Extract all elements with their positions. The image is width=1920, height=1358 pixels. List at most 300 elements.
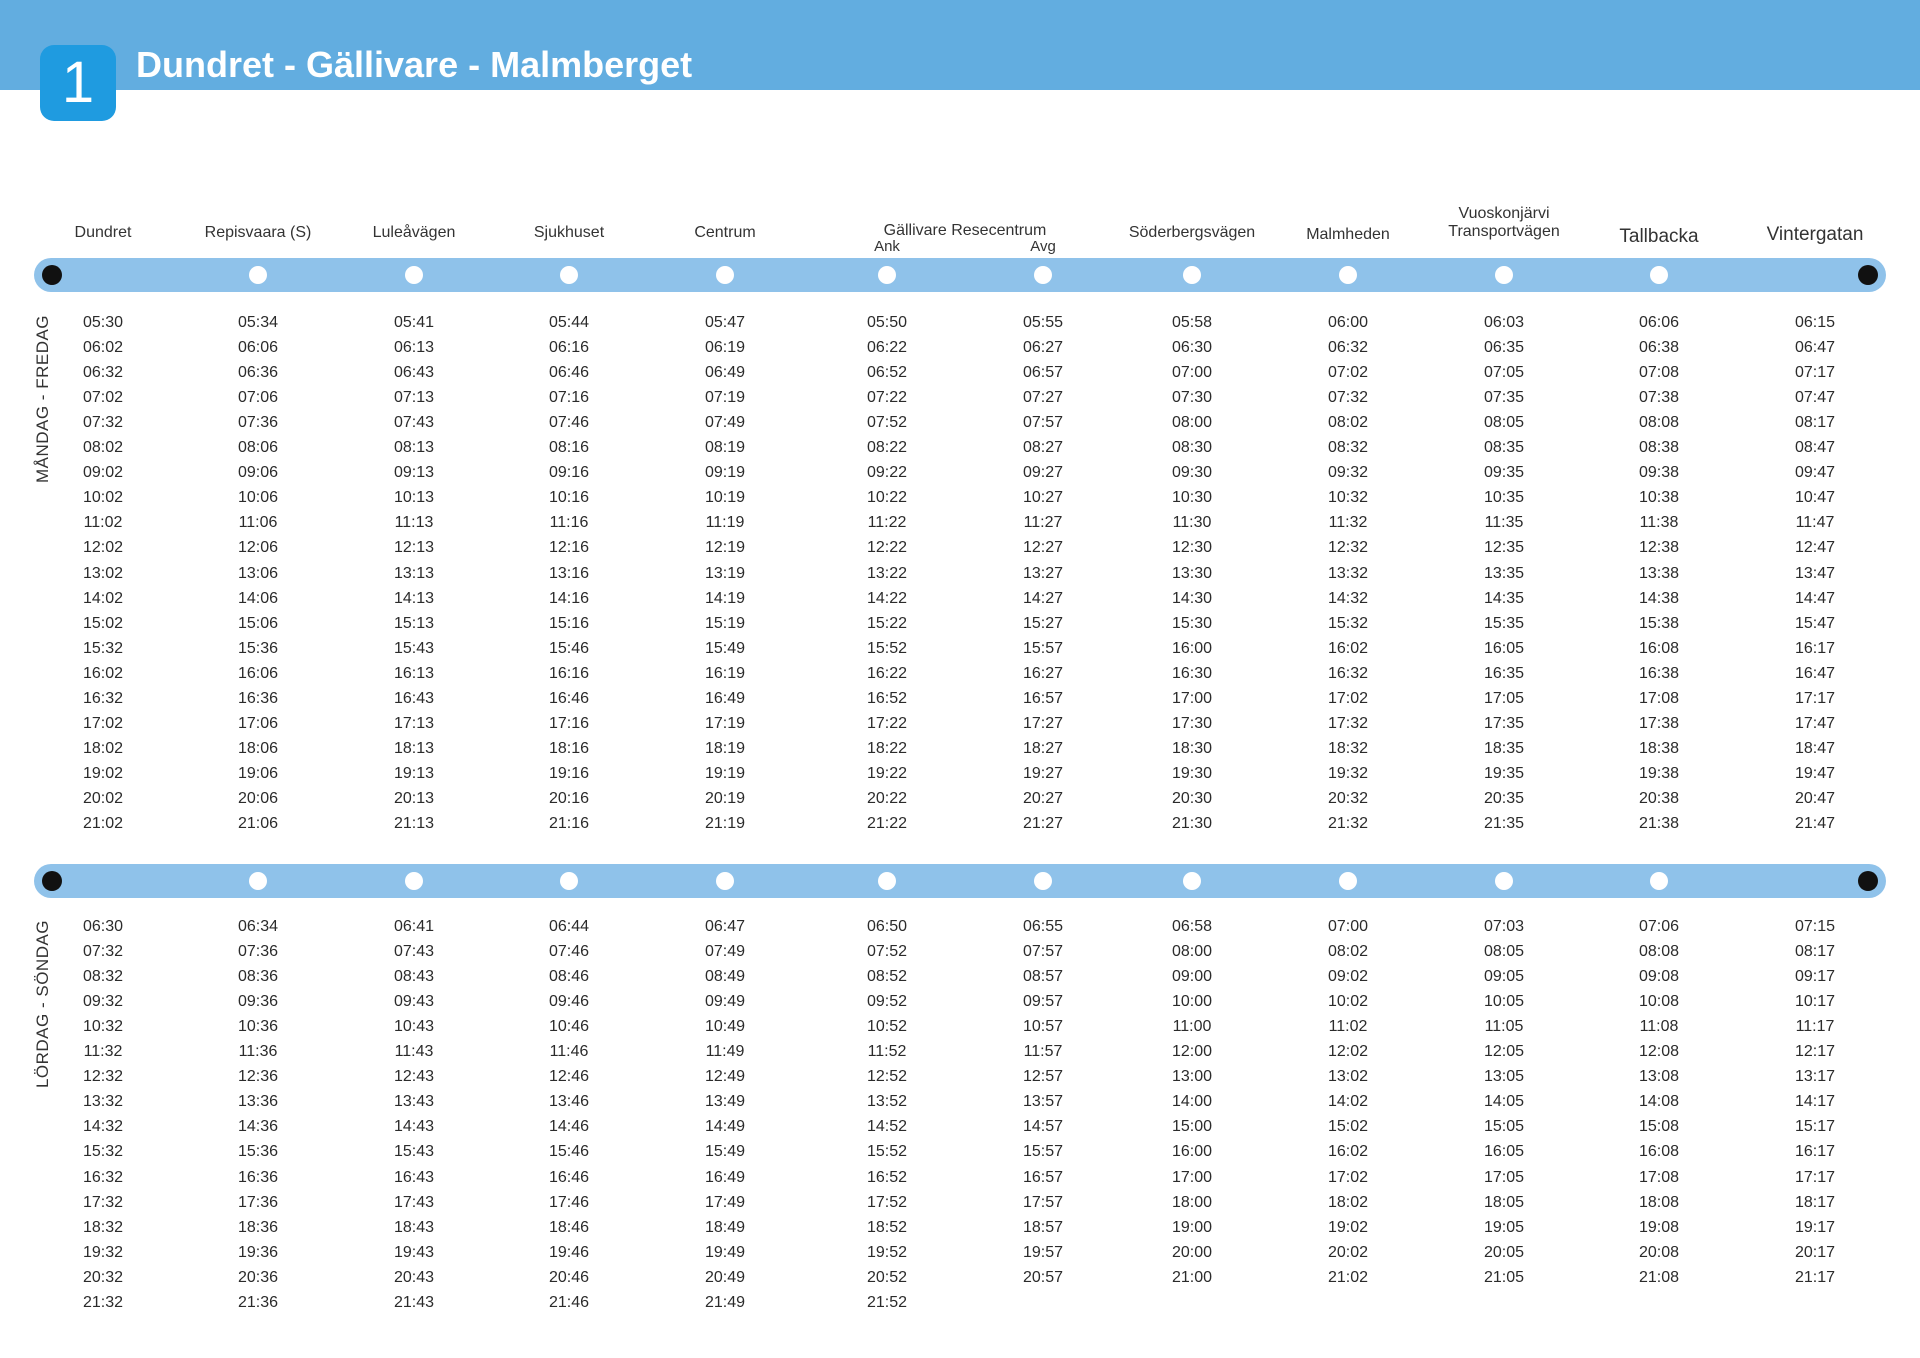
departure-time: 19:35 [1483, 764, 1525, 782]
departure-time: 15:36 [237, 1143, 279, 1161]
departure-time: 18:35 [1483, 739, 1525, 757]
departure-time: 14:46 [548, 1118, 590, 1136]
departure-time: 21:19 [704, 815, 746, 832]
departure-time: 09:02 [1327, 968, 1369, 986]
departure-time: 10:32 [82, 1018, 124, 1036]
departure-time: 08:13 [393, 439, 435, 457]
departure-time: 15:35 [1483, 614, 1525, 632]
departure-time: 09:43 [393, 993, 435, 1011]
departure-time: 21:00 [1171, 1268, 1213, 1286]
page-title: Dundret - Gällivare - Malmberget [136, 44, 693, 85]
departure-time: 09:38 [1638, 464, 1680, 482]
departure-time: 15:47 [1794, 614, 1836, 632]
departure-time: 17:02 [82, 714, 124, 732]
departure-time: 07:57 [1022, 943, 1064, 961]
departure-time: 18:57 [1022, 1218, 1064, 1236]
departure-time: 20:02 [1327, 1243, 1369, 1261]
departure-time: 11:49 [705, 1043, 745, 1061]
departure-time: 17:36 [237, 1193, 279, 1211]
departure-time: 18:08 [1638, 1193, 1680, 1211]
departure-time: 07:02 [82, 389, 124, 407]
departure-time: 17:19 [704, 714, 746, 732]
departure-time: 17:43 [393, 1193, 435, 1211]
departure-time: 07:16 [548, 389, 590, 407]
departure-time: 13:02 [82, 564, 124, 582]
departure-time: 20:52 [866, 1268, 908, 1286]
departure-time: 07:36 [237, 414, 279, 432]
departure-time: 10:35 [1483, 489, 1525, 507]
departure-time: 17:08 [1638, 1168, 1680, 1186]
departure-time: 14:13 [393, 589, 435, 607]
departure-time: 14:00 [1171, 1093, 1213, 1111]
departure-time: 09:27 [1022, 464, 1064, 482]
departure-time: 07:49 [704, 414, 746, 432]
departure-time: 15:38 [1638, 614, 1680, 632]
departure-time: 05:58 [1171, 314, 1213, 331]
departure-time: 12:02 [1327, 1043, 1369, 1061]
stop-dot-icon [1650, 872, 1668, 890]
departure-time: 17:32 [1327, 714, 1369, 732]
stop-dot-icon [878, 872, 896, 890]
departure-time: 17:27 [1022, 714, 1064, 732]
departure-time: 07:03 [1483, 918, 1525, 935]
departure-time: 14:36 [237, 1118, 279, 1136]
departure-time: 17:00 [1171, 1168, 1213, 1186]
departure-time: 05:47 [704, 314, 746, 331]
departure-time: 15:43 [393, 1143, 435, 1161]
departure-time: 10:49 [704, 1018, 746, 1036]
departure-time: 16:57 [1022, 1168, 1064, 1186]
departure-time: 18:13 [393, 739, 435, 757]
departure-time: 16:38 [1638, 664, 1680, 682]
departure-time: 11:47 [1795, 514, 1835, 532]
departure-time: 18:49 [704, 1218, 746, 1236]
departure-time: 08:46 [548, 968, 590, 986]
weekday-label: MÅNDAG - FREDAG [33, 314, 53, 484]
departure-time: 15:19 [704, 614, 746, 632]
departure-time: 12:46 [548, 1068, 590, 1086]
departure-time: 07:38 [1638, 389, 1680, 407]
departure-time: 12:08 [1638, 1043, 1680, 1061]
departure-time: 09:19 [704, 464, 746, 482]
departure-time: 18:27 [1022, 739, 1064, 757]
departure-time: 12:13 [393, 539, 435, 557]
departure-time: 06:13 [393, 339, 435, 357]
departure-time: 21:36 [237, 1293, 279, 1311]
departure-time: 05:34 [237, 314, 279, 331]
stop-dot-icon [1034, 266, 1052, 284]
departure-time: 15:49 [704, 1143, 746, 1161]
departure-time: 12:35 [1483, 539, 1525, 557]
departure-time: 07:13 [393, 389, 435, 407]
stop-dot-icon [1339, 266, 1357, 284]
departure-time: 06:32 [1327, 339, 1369, 357]
departure-time: 18:02 [1327, 1193, 1369, 1211]
departure-time: 20:46 [548, 1268, 590, 1286]
departure-time: 13:08 [1638, 1068, 1680, 1086]
departure-time: 07:06 [237, 389, 279, 407]
departure-time: 06:27 [1022, 339, 1064, 357]
departure-time: 11:57 [1023, 1043, 1063, 1061]
departure-time: 18:52 [866, 1218, 908, 1236]
departure-time: 16:57 [1022, 689, 1064, 707]
departure-time: 12:38 [1638, 539, 1680, 557]
departure-time: 07:36 [237, 943, 279, 961]
arrival-subheader: Ank [874, 238, 900, 255]
departure-time: 16:49 [704, 689, 746, 707]
departure-time: 13:36 [237, 1093, 279, 1111]
departure-time: 08:08 [1638, 414, 1680, 432]
departure-time: 06:58 [1171, 918, 1213, 935]
departure-time: 14:27 [1022, 589, 1064, 607]
departure-time: 16:35 [1483, 664, 1525, 682]
departure-time: 17:49 [704, 1193, 746, 1211]
departure-time: 17:46 [548, 1193, 590, 1211]
stop-dot-icon [1183, 872, 1201, 890]
departure-time: 18:22 [866, 739, 908, 757]
departure-time: 11:19 [705, 514, 745, 532]
departure-time: 06:57 [1022, 364, 1064, 382]
departure-time: 07:52 [866, 943, 908, 961]
departure-time: 17:47 [1794, 714, 1836, 732]
departure-time: 16:13 [393, 664, 435, 682]
departure-time: 11:30 [1172, 514, 1212, 532]
departure-time: 18:38 [1638, 739, 1680, 757]
departure-time: 16:43 [393, 689, 435, 707]
departure-time: 13:06 [237, 564, 279, 582]
departure-time: 11:16 [549, 514, 589, 532]
departure-time: 14:05 [1483, 1093, 1525, 1111]
departure-time: 18:30 [1171, 739, 1213, 757]
departure-time: 08:16 [548, 439, 590, 457]
departure-time: 12:00 [1171, 1043, 1213, 1061]
departure-time: 11:46 [549, 1043, 589, 1061]
departure-time: 11:00 [1172, 1018, 1212, 1036]
departure-time: 07:46 [548, 943, 590, 961]
departure-time: 21:30 [1171, 815, 1213, 832]
departure-time: 13:46 [548, 1093, 590, 1111]
departure-time: 13:17 [1794, 1068, 1836, 1086]
departure-time: 16:05 [1483, 639, 1525, 657]
departure-time: 12:32 [82, 1068, 124, 1086]
departure-time: 06:36 [237, 364, 279, 382]
departure-time: 12:17 [1794, 1043, 1836, 1061]
departure-time: 18:06 [237, 739, 279, 757]
departure-time: 09:49 [704, 993, 746, 1011]
departure-time: 07:00 [1171, 364, 1213, 382]
departure-time: 14:30 [1171, 589, 1213, 607]
departure-time: 15:22 [866, 614, 908, 632]
departure-time: 08:30 [1171, 439, 1213, 457]
departure-time: 13:30 [1171, 564, 1213, 582]
departure-time: 16:00 [1171, 639, 1213, 657]
departure-time: 09:02 [82, 464, 124, 482]
departure-time: 07:43 [393, 414, 435, 432]
departure-time: 16:05 [1483, 1143, 1525, 1161]
departure-time: 17:17 [1794, 1168, 1836, 1186]
departure-time: 11:13 [394, 514, 434, 532]
departure-time: 19:17 [1794, 1218, 1836, 1236]
departure-time: 14:06 [237, 589, 279, 607]
departure-time: 14:32 [82, 1118, 124, 1136]
departure-time: 18:32 [1327, 739, 1369, 757]
departure-time: 07:32 [1327, 389, 1369, 407]
departure-time: 16:08 [1638, 1143, 1680, 1161]
departure-time: 08:00 [1171, 414, 1213, 432]
departure-time: 08:05 [1483, 943, 1525, 961]
departure-time: 16:16 [548, 664, 590, 682]
departure-time: 20:16 [548, 789, 590, 807]
departure-time: 12:49 [704, 1068, 746, 1086]
departure-time: 12:47 [1794, 539, 1836, 557]
departure-time: 10:52 [866, 1018, 908, 1036]
weekend-label: LÖRDAG - SÖNDAG [33, 919, 53, 1089]
departure-time: 15:02 [82, 614, 124, 632]
stop-dot-icon [1495, 872, 1513, 890]
departure-time: 20:00 [1171, 1243, 1213, 1261]
departure-time: 09:05 [1483, 968, 1525, 986]
departure-time: 07:32 [82, 943, 124, 961]
departure-time: 13:00 [1171, 1068, 1213, 1086]
departure-time: 16:32 [82, 689, 124, 707]
departure-time: 15:32 [82, 639, 124, 657]
departure-time: 17:05 [1483, 1168, 1525, 1186]
departure-time: 19:43 [393, 1243, 435, 1261]
departure-time: 18:16 [548, 739, 590, 757]
departure-time: 09:16 [548, 464, 590, 482]
departure-time: 08:02 [82, 439, 124, 457]
stop-header: Söderbergsvägen [1128, 224, 1256, 241]
terminal-stop-icon [42, 871, 62, 891]
departure-time: 19:46 [548, 1243, 590, 1261]
departure-time: 16:36 [237, 689, 279, 707]
departure-time: 16:27 [1022, 664, 1064, 682]
stop-dot-icon [1339, 872, 1357, 890]
departure-time: 21:13 [393, 815, 435, 832]
departure-time: 13:57 [1022, 1093, 1064, 1111]
departure-time: 12:16 [548, 539, 590, 557]
departure-time: 14:43 [393, 1118, 435, 1136]
departure-time: 07:43 [393, 943, 435, 961]
departure-time: 15:06 [237, 614, 279, 632]
departure-time: 18:46 [548, 1218, 590, 1236]
departure-time: 15:52 [866, 639, 908, 657]
departure-time: 20:30 [1171, 789, 1213, 807]
departure-time: 08:27 [1022, 439, 1064, 457]
departure-time: 13:19 [704, 564, 746, 582]
departure-time: 15:46 [548, 639, 590, 657]
departure-time: 07:46 [548, 414, 590, 432]
departure-time: 10:02 [1327, 993, 1369, 1011]
departure-time: 18:32 [82, 1218, 124, 1236]
departure-time: 09:22 [866, 464, 908, 482]
departure-time: 21:02 [82, 815, 124, 832]
departure-time: 11:32 [83, 1043, 123, 1061]
departure-time: 15:30 [1171, 614, 1213, 632]
departure-time: 06:43 [393, 364, 435, 382]
departure-time: 20:06 [237, 789, 279, 807]
departure-time: 17:30 [1171, 714, 1213, 732]
departure-time: 16:02 [1327, 1143, 1369, 1161]
departure-time: 13:32 [1327, 564, 1369, 582]
departure-time: 07:02 [1327, 364, 1369, 382]
departure-time: 16:17 [1794, 1143, 1836, 1161]
departure-time: 13:43 [393, 1093, 435, 1111]
departure-time: 06:44 [548, 918, 590, 935]
departure-time: 14:02 [82, 589, 124, 607]
departure-time: 08:49 [704, 968, 746, 986]
departure-time: 13:27 [1022, 564, 1064, 582]
departure-time: 14:17 [1794, 1093, 1836, 1111]
stop-dot-icon [405, 872, 423, 890]
departure-time: 14:52 [866, 1118, 908, 1136]
departure-time: 20:32 [1327, 789, 1369, 807]
departure-time: 21:16 [548, 815, 590, 832]
departure-time: 16:47 [1794, 664, 1836, 682]
departure-time: 17:00 [1171, 689, 1213, 707]
departure-time: 20:05 [1483, 1243, 1525, 1261]
departure-time: 15:00 [1171, 1118, 1213, 1136]
departure-time: 11:17 [1795, 1018, 1835, 1036]
departure-time: 21:46 [548, 1293, 590, 1311]
departure-time: 07:35 [1483, 389, 1525, 407]
route-line-weekday [34, 258, 1886, 292]
departure-time: 16:32 [82, 1168, 124, 1186]
departure-time: 06:52 [866, 364, 908, 382]
stop-dot-icon [1034, 872, 1052, 890]
departure-time: 14:38 [1638, 589, 1680, 607]
departure-time: 14:22 [866, 589, 908, 607]
departure-time: 12:05 [1483, 1043, 1525, 1061]
departure-time: 11:02 [1328, 1018, 1368, 1036]
departure-time: 08:35 [1483, 439, 1525, 457]
departure-time: 21:02 [1327, 1268, 1369, 1286]
departure-time: 18:47 [1794, 739, 1836, 757]
departure-time: 21:43 [393, 1293, 435, 1311]
departure-time: 18:36 [237, 1218, 279, 1236]
departure-subheader: Avg [1030, 238, 1056, 255]
departure-time: 10:06 [237, 489, 279, 507]
departure-time: 10:00 [1171, 993, 1213, 1011]
route-line-weekend [34, 864, 1886, 898]
departure-time: 20:19 [704, 789, 746, 807]
departure-time: 10:22 [866, 489, 908, 507]
departure-time: 13:13 [393, 564, 435, 582]
departure-time: 17:16 [548, 714, 590, 732]
departure-time: 06:02 [82, 339, 124, 357]
departure-time: 08:05 [1483, 414, 1525, 432]
departure-time: 16:43 [393, 1168, 435, 1186]
departure-time: 10:02 [82, 489, 124, 507]
departure-time: 19:57 [1022, 1243, 1064, 1261]
departure-time: 06:19 [704, 339, 746, 357]
stop-dot-icon [249, 266, 267, 284]
departure-time: 19:30 [1171, 764, 1213, 782]
departure-time: 13:32 [82, 1093, 124, 1111]
departure-time: 21:49 [704, 1293, 746, 1311]
departure-time: 16:36 [237, 1168, 279, 1186]
departure-time: 09:52 [866, 993, 908, 1011]
departure-time: 17:13 [393, 714, 435, 732]
departure-time: 08:02 [1327, 943, 1369, 961]
departure-time: 13:02 [1327, 1068, 1369, 1086]
departure-time: 16:52 [866, 689, 908, 707]
departure-time: 11:36 [238, 1043, 278, 1061]
departure-time: 20:22 [866, 789, 908, 807]
departure-time: 12:57 [1022, 1068, 1064, 1086]
departure-time: 21:27 [1022, 815, 1064, 832]
departure-time: 19:47 [1794, 764, 1836, 782]
departure-time: 14:08 [1638, 1093, 1680, 1111]
departure-time: 08:19 [704, 439, 746, 457]
departure-time: 06:22 [866, 339, 908, 357]
departure-time: 21:05 [1483, 1268, 1525, 1286]
departure-time: 18:05 [1483, 1193, 1525, 1211]
stop-dot-icon [716, 872, 734, 890]
departure-time: 15:16 [548, 614, 590, 632]
departure-time: 19:22 [866, 764, 908, 782]
departure-time: 12:19 [704, 539, 746, 557]
departure-time: 15:08 [1638, 1118, 1680, 1136]
stop-dot-icon [560, 872, 578, 890]
departure-time: 14:16 [548, 589, 590, 607]
departure-time: 19:38 [1638, 764, 1680, 782]
stop-dot-icon [560, 266, 578, 284]
departure-time: 13:38 [1638, 564, 1680, 582]
departure-time: 11:22 [867, 514, 907, 532]
departure-time: 15:17 [1794, 1118, 1836, 1136]
departure-time: 21:35 [1483, 815, 1525, 832]
departure-time: 09:46 [548, 993, 590, 1011]
departure-time: 06:30 [82, 918, 124, 935]
departure-time: 06:06 [237, 339, 279, 357]
stop-header: Sjukhuset [533, 224, 605, 241]
departure-time: 06:55 [1022, 918, 1064, 935]
departure-time: 15:46 [548, 1143, 590, 1161]
departure-time: 17:02 [1327, 1168, 1369, 1186]
departure-time: 17:32 [82, 1193, 124, 1211]
departure-time: 17:17 [1794, 689, 1836, 707]
departure-time: 07:06 [1638, 918, 1680, 935]
departure-time: 16:49 [704, 1168, 746, 1186]
departure-time: 10:27 [1022, 489, 1064, 507]
departure-time: 05:44 [548, 314, 590, 331]
departure-time: 11:32 [1328, 514, 1368, 532]
stop-dot-icon [1650, 266, 1668, 284]
departure-time: 08:17 [1794, 414, 1836, 432]
departure-time: 16:46 [548, 1168, 590, 1186]
departure-time: 19:49 [704, 1243, 746, 1261]
departure-time: 15:02 [1327, 1118, 1369, 1136]
departure-time: 06:35 [1483, 339, 1525, 357]
stop-dot-icon [1495, 266, 1513, 284]
departure-time: 12:06 [237, 539, 279, 557]
departure-time: 10:43 [393, 1018, 435, 1036]
departure-time: 06:41 [393, 918, 435, 935]
departure-time: 16:22 [866, 664, 908, 682]
departure-time: 19:13 [393, 764, 435, 782]
departure-time: 10:57 [1022, 1018, 1064, 1036]
departure-time: 15:57 [1022, 1143, 1064, 1161]
departure-time: 17:08 [1638, 689, 1680, 707]
departure-time: 15:43 [393, 639, 435, 657]
departure-time: 10:32 [1327, 489, 1369, 507]
departure-time: 19:19 [704, 764, 746, 782]
departure-time: 20:13 [393, 789, 435, 807]
departure-time: 10:38 [1638, 489, 1680, 507]
departure-time: 19:05 [1483, 1218, 1525, 1236]
departure-time: 19:36 [237, 1243, 279, 1261]
